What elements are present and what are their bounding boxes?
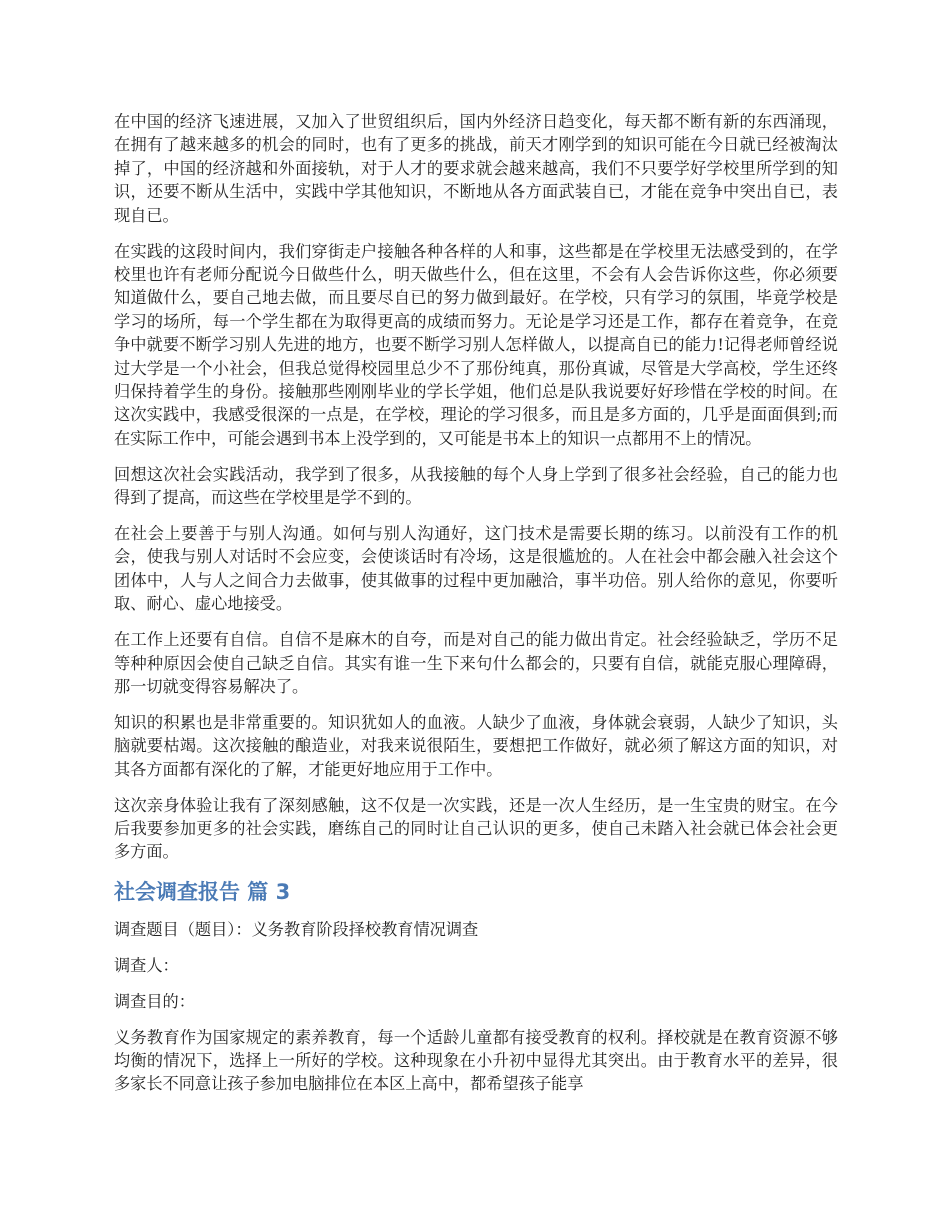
paragraph: 回想这次社会实践活动，我学到了很多，从我接触的每个人身上学到了很多社会经验，自己的能力也得到了提高，而这些在学校里是学不到的。 bbox=[114, 464, 838, 508]
paragraph: 这次亲身体验让我有了深刻感触，这不仅是一次实践，还是一次人生经历，是一生宝贵的财宝。在今后我要参加更多的社会实践，磨练自己的同时让自己认识的更多，使自己未踏入社会就已体会社会更多方面。 bbox=[114, 795, 838, 862]
paragraph: 在实践的这段时间内，我们穿街走户接触各种各样的人和事，这些都是在学校里无法感受到的，在学校里也许有老师分配说今日做些什么，明天做些什么，但在这里，不会有人会告诉你这些，你必须要知道做什么，要自己地去做，而且要尽自已的努力做到最好。在学校，只有学习的氛围，毕竟学校是学习的场所，每一个学生都在为取得更高的成绩而努力。无论是学习还是工作，都存在着竞争，在竞争中就要不断学习别人先进的地方，也要不断学习别人怎样做人，以提高自已的能力!记得老师曾经说过大学是一个小社会，但我总觉得校园里总少不了那份纯真，那份真诚，尽管是大学高校，学生还终归保持着学生的身份。接触那些刚刚毕业的学长学姐，他们总是队我说要好好珍惜在学校的时间。在这次实践中，我感受很深的一点是，在学校，理论的学习很多，而且是多方面的，几乎是面面俱到;而在实际工作中，可能会遇到书本上没学到的，又可能是书本上的知识一点都用不上的情况。 bbox=[114, 241, 838, 448]
section-heading: 社会调查报告 篇 3 bbox=[114, 879, 291, 904]
paragraph: 在工作上还要有自信。自信不是麻木的自夸，而是对自己的能力做出肯定。社会经验缺乏，学历不足等种种原因会使自己缺乏自信。其实有谁一生下来句什么都会的，只要有自信，就能克服心理障碍，那一切就变得容易解决了。 bbox=[114, 630, 838, 696]
survey-person: 调查人： bbox=[114, 955, 179, 975]
survey-purpose: 调查目的： bbox=[114, 991, 195, 1011]
paragraph: 义务教育作为国家规定的素养教育，每一个适龄儿童都有接受教育的权利。择校就是在教育资源不够均衡的情况下，选择上一所好的学校。这种现象在小升初中显得尤其突出。由于教育水平的差异，很多家长不同意让孩子参加电脑排位在本区上高中，都希望孩子能享 bbox=[114, 1027, 838, 1094]
document-body bbox=[114, 110, 838, 1108]
paragraph: 在社会上要善于与别人沟通。如何与别人沟通好，这门技术是需要长期的练习。以前没有工作的机会，使我与别人对话时不会应变，会使谈话时有冷场，这是很尴尬的。人在社会中都会融入社会这个团体中，人与人之间合力去做事，使其做事的过程中更加融洽，事半功倍。别人给你的意见，你要听取、耐心、虚心地接受。 bbox=[114, 524, 838, 614]
paragraph: 在中国的经济飞速进展，又加入了世贸组织后，国内外经济日趋变化，每天都不断有新的东西涌现，在拥有了越来越多的机会的同时，也有了更多的挑战，前天才刚学到的知识可能在今日就已经被淘汰掉了，中国的经济越和外面接轨，对于人才的要求就会越来越高，我们不只要学好学校里所学到的知识，还要不断从生活中，实践中学其他知识，不断地从各方面武装自已，才能在竞争中突出自已，表现自已。 bbox=[114, 112, 838, 225]
paragraph: 知识的积累也是非常重要的。知识犹如人的血液。人缺少了血液，身体就会衰弱，人缺少了知识，头脑就要枯竭。这次接触的酿造业，对我来说很陌生，要想把工作做好，就必须了解这方面的知识，对其各方面都有深化的了解，才能更好地应用于工作中。 bbox=[114, 712, 838, 779]
survey-topic: 调查题目（题目）：义务教育阶段择校教育情况调查 bbox=[114, 919, 479, 939]
